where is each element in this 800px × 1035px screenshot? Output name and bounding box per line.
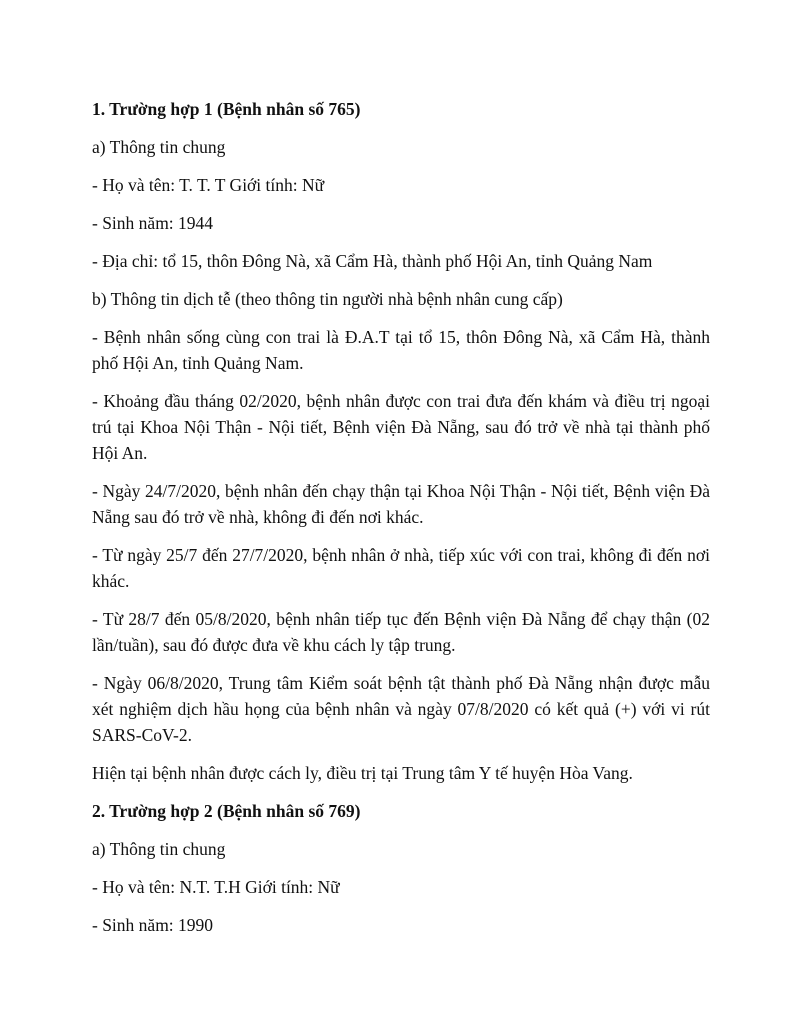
epi-item: - Ngày 24/7/2020, bệnh nhân đến chạy thận tại Khoa Nội Thận - Nội tiết, Bệnh viện Đà Nẵng sau đó trở về nhà, không đi đến nơi khác. xyxy=(92,481,710,527)
section1-heading: 1. Trường hợp 1 (Bệnh nhân số 765) xyxy=(92,99,361,119)
section1-current-status: Hiện tại bệnh nhân được cách ly, điều trị tại Trung tâm Y tế huyện Hòa Vang. xyxy=(92,763,633,783)
section1-general-info-title: a) Thông tin chung xyxy=(92,137,226,157)
section2-name: - Họ và tên: N.T. T.H Giới tính: Nữ xyxy=(92,877,340,897)
epi-item: - Ngày 06/8/2020, Trung tâm Kiểm soát bệnh tật thành phố Đà Nẵng nhận được mẫu xét nghiệm dịch hầu họng của bệnh nhân và ngày 07/8/2020 có kết quả (+) với vi rút SARS-CoV-2. xyxy=(92,673,710,745)
section2-general-info-title: a) Thông tin chung xyxy=(92,839,226,859)
section2-heading: 2. Trường hợp 2 (Bệnh nhân số 769) xyxy=(92,801,361,821)
section1-name: - Họ và tên: T. T. T Giới tính: Nữ xyxy=(92,175,325,195)
epi-item: - Bệnh nhân sống cùng con trai là Đ.A.T tại tổ 15, thôn Đông Nà, xã Cẩm Hà, thành phố Hội An, tỉnh Quảng Nam. xyxy=(92,327,710,373)
epi-item: - Từ 28/7 đến 05/8/2020, bệnh nhân tiếp tục đến Bệnh viện Đà Nẵng để chạy thận (02 lần/tuần), sau đó được đưa về khu cách ly tập trung. xyxy=(92,609,710,655)
section1-epi-info-title: b) Thông tin dịch tễ (theo thông tin người nhà bệnh nhân cung cấp) xyxy=(92,289,563,309)
section1-address: - Địa chỉ: tổ 15, thôn Đông Nà, xã Cẩm Hà, thành phố Hội An, tỉnh Quảng Nam xyxy=(92,251,653,271)
document-page xyxy=(92,96,710,950)
epi-item: - Khoảng đầu tháng 02/2020, bệnh nhân được con trai đưa đến khám và điều trị ngoại trú tại Khoa Nội Thận - Nội tiết, Bệnh viện Đà Nẵng, sau đó trở về nhà tại thành phố Hội An. xyxy=(92,391,710,463)
epi-item: - Từ ngày 25/7 đến 27/7/2020, bệnh nhân ở nhà, tiếp xúc với con trai, không đi đến nơi khác. xyxy=(92,545,710,591)
section1-birth-year: - Sinh năm: 1944 xyxy=(92,213,214,233)
section2-birth-year: - Sinh năm: 1990 xyxy=(92,915,214,935)
